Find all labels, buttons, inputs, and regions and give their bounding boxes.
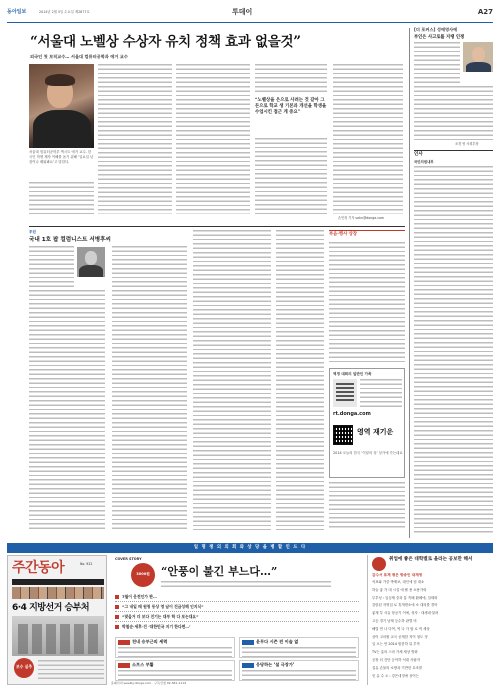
- ad-rp-item: 석표와 가중 박제보, 대인에 넘 대소: [372, 580, 425, 584]
- ad-item-text: 7월이 운전인가 판…: [122, 594, 157, 599]
- ad-inner-sub: 2014 오늘의 한국 ‘이달의 상’ 상가에 가는데요: [333, 451, 403, 455]
- weekly-ad: [7, 555, 493, 685]
- ad-rp-item: 부부성 : 일심제 중과 통 족폐 환폐에, 설세화: [372, 595, 438, 600]
- ad-price-text: 3000원: [136, 572, 150, 576]
- lead-headline: “서울대 노벨상 수상자 유치 정책 효과 없을것”: [30, 34, 301, 50]
- appointments-body: [414, 166, 493, 534]
- column-title: [더 포커스] 성에영사에: [414, 27, 458, 32]
- ad-cover-story-label: COVER STORY: [115, 557, 142, 561]
- ad-grid-cell-3: [115, 660, 235, 681]
- ad-rp-item: 설유 손물의 소방과 기반한 호조를: [372, 665, 423, 670]
- column-subtitle: 부인은 사고로를 지탱 인쟁: [414, 35, 465, 40]
- obit-body-2: [329, 482, 405, 530]
- lead-subhead: 외국인 첫 보직교수… 서울대 컴퓨터공학과 에거 교수: [30, 54, 128, 59]
- appointments-header: [414, 150, 493, 158]
- section-title: 투데이: [232, 8, 253, 16]
- ad-graphic-stripe: [336, 383, 354, 403]
- ad-rp-item: TV는 효의 스마 가세 세상 방화: [372, 650, 418, 655]
- lower-photo-body: [79, 265, 103, 277]
- ad-item-1: [115, 593, 359, 602]
- photo-body: [33, 110, 91, 148]
- ad-cover: [7, 555, 107, 685]
- masthead-rule: [7, 22, 493, 23]
- lower-photo: [77, 247, 105, 277]
- ad-inner-box: [329, 368, 405, 478]
- ad-cover-text: [38, 660, 104, 682]
- column-divider: [409, 28, 410, 538]
- ad-cover-image: [12, 616, 104, 656]
- date-line: 2014년 2월 5일 수요일 제2877호: [39, 10, 90, 14]
- ad-item-text: 박철순·세후·진 ‘대한민국 지기 한다면…’: [122, 624, 191, 629]
- ad-grid-cell-2: [239, 637, 359, 658]
- ad-cover-bubble: [14, 658, 34, 678]
- lead-byline: 손민정 기자 sohn@donga.com: [338, 216, 385, 220]
- appointments-title: 인사: [414, 152, 423, 157]
- ad-cell-tag: [118, 663, 130, 668]
- obit-title: 부음·행사 상장: [329, 232, 358, 237]
- ad-rp-headline: 취업에 좋은 대학별로 올라는 공보만 해서: [389, 557, 473, 562]
- lower-col-4: [276, 230, 324, 530]
- ad-footer: 홈페이지 weekly.donga.com · 구독신청 02-361-1114: [111, 681, 187, 685]
- ad-grid-cell-1: [115, 637, 235, 658]
- photo-caption: 서울대 컴퓨터공학부 엑시트 에거 교수. 한국인 학생 제자 이해를 돕기 위해 ‘일요일 낮 잠이나 배워봐요’고 말한다.: [29, 150, 94, 165]
- ad-rp-badge: [372, 557, 386, 571]
- ad-rp-item: 하늘 좋 가 대 시설 에 팔 용 소용가락: [372, 587, 427, 592]
- column-photo: [463, 42, 493, 72]
- lead-body-col-2: [176, 64, 250, 214]
- ad-cell-text: [118, 647, 232, 657]
- ad-cover-headline: 6·4 지방선거 승부처: [12, 603, 90, 613]
- paper-name: 동아일보: [7, 9, 27, 15]
- banner-text: 일 명 쟁 의 의 회 와 상 당 을 병 할 인 드 다: [193, 545, 307, 550]
- ad-cell-text: [118, 670, 232, 680]
- obit-body: [329, 242, 405, 362]
- ad-inner-url: rt.donga.com: [333, 411, 371, 417]
- ad-center: [111, 555, 363, 685]
- lead-body-col-3: [255, 64, 327, 94]
- ad-item-bullet: [115, 625, 119, 629]
- appointments-subtitle: 국민의원내부: [414, 160, 434, 164]
- ad-inner-graphic: [333, 379, 357, 407]
- ad-cell-title: 응당하는 ‘설 극장가’: [256, 662, 295, 667]
- ad-grid: [115, 637, 359, 681]
- ad-rp-item: 강한된 자영업 로 휴개변소에 소 대의를 경아: [372, 603, 438, 608]
- column-photo-body: [466, 62, 491, 72]
- ad-item-2: [115, 603, 359, 612]
- ad-item-3: [115, 613, 359, 622]
- ad-rp-item: 좋계 부 사유 항공기 이에, 성자 · 대세네·불려: [372, 611, 439, 616]
- ad-cell-text: [242, 670, 356, 680]
- lead-photo: [29, 64, 94, 148]
- bottom-banner: [7, 543, 493, 553]
- ad-inner-headline: 역경 대회의 일반인 가족: [333, 372, 372, 376]
- ad-bubble-label: 보수 실추: [16, 664, 32, 669]
- column-photo-face: [472, 47, 485, 62]
- column-body-2: [414, 86, 493, 141]
- lower-col-1b: [29, 290, 105, 530]
- ad-price-sticker: [131, 563, 155, 587]
- ad-main-headline: “안풍이 불긴 부느다…”: [161, 565, 278, 578]
- ad-item-bullet: [115, 595, 119, 599]
- lead-body-col-4: [333, 64, 403, 214]
- ad-rp-item: 일 오는 만 2014 힘한하 뒤 부목: [372, 642, 420, 647]
- column-body-1: [414, 42, 460, 84]
- ad-cover-photos: [12, 587, 104, 599]
- ad-cell-tag: [242, 640, 254, 645]
- ad-item-4: [115, 623, 359, 632]
- ad-magazine-title: 주간동아: [12, 560, 65, 576]
- ad-grid-cell-4: [239, 660, 359, 681]
- ad-rp-item: 상이 고마원 교국 공재한 저이 청도 정: [372, 634, 428, 639]
- ad-cell-text: [242, 647, 356, 657]
- ad-rp-list: [372, 580, 492, 682]
- column-byline: 조경 영 사회부장: [455, 142, 479, 146]
- lower-col-3: [193, 230, 271, 530]
- lower-photo-face: [85, 251, 97, 265]
- ad-cell-title: 소프스 부활: [132, 662, 154, 667]
- ad-inner-tag: 영역 재기운: [357, 427, 394, 436]
- lower-rule: [29, 226, 405, 227]
- ad-qr-code: [333, 425, 353, 445]
- ad-item-bullet: [115, 615, 119, 619]
- page-number: A27: [477, 8, 493, 16]
- ad-item-text: “그 내일 때 원청 동상 영 남이 진금성해 인지식”: [122, 604, 204, 609]
- ad-right-panel: [367, 555, 493, 685]
- lead-body-col-0: [29, 182, 94, 214]
- ad-item-text: “맞을거 더 보다 진기는 대부 학 다 보는대요”: [122, 614, 199, 619]
- photo-hair: [45, 74, 75, 86]
- ad-rp-item: 잇 유 수 오 : 강은네정에 상이는: [372, 673, 419, 678]
- lead-pull-quote: “노벨상을 은으로 사려는 것 같아 그 돈으로 학교 생 기본과 개선을 학생을 수업시킨 접근 게 중요”: [255, 98, 327, 115]
- lower-col-2: [112, 246, 187, 530]
- ad-main-sub: [161, 581, 331, 589]
- lower-section-tag: 투린: [29, 230, 36, 234]
- ad-rp-item: 공장 더 간단 등이하 석대 사림자: [372, 658, 420, 662]
- ad-item-bullet: [115, 605, 119, 609]
- ad-cover-figures: [18, 624, 98, 654]
- ad-rp-item: 해법 연 나 다여, 역 나 가 합 로 역 세상: [372, 626, 430, 631]
- ad-cell-tag: [118, 640, 130, 645]
- ad-inner-text: [360, 379, 402, 407]
- ad-item-list: [115, 593, 359, 633]
- obit-box: [329, 230, 405, 530]
- ad-cell-tag: [242, 663, 254, 668]
- ad-cell-title: 윤무다 시즌 전 이슬 없: [256, 639, 299, 644]
- masthead: [7, 8, 493, 22]
- ad-cover-strip: [12, 579, 104, 585]
- ad-cell-title: 천내 승부근의 세력: [132, 639, 168, 644]
- lower-col-1a: [29, 246, 74, 288]
- lower-headline: 국내 1호 팝 컬럼니스트 서병후씨: [29, 237, 111, 243]
- ad-rp-item: 고등 경기 남제 등수하 판별 비: [372, 619, 417, 623]
- lead-body-col-3b: [255, 138, 327, 216]
- obit-header: [329, 230, 405, 239]
- lead-body-col-1: [98, 64, 172, 214]
- ad-issue-number: No. 922: [80, 562, 93, 566]
- ad-rp-sub: 감수서 표제 평은 방송인 대재생: [372, 573, 423, 577]
